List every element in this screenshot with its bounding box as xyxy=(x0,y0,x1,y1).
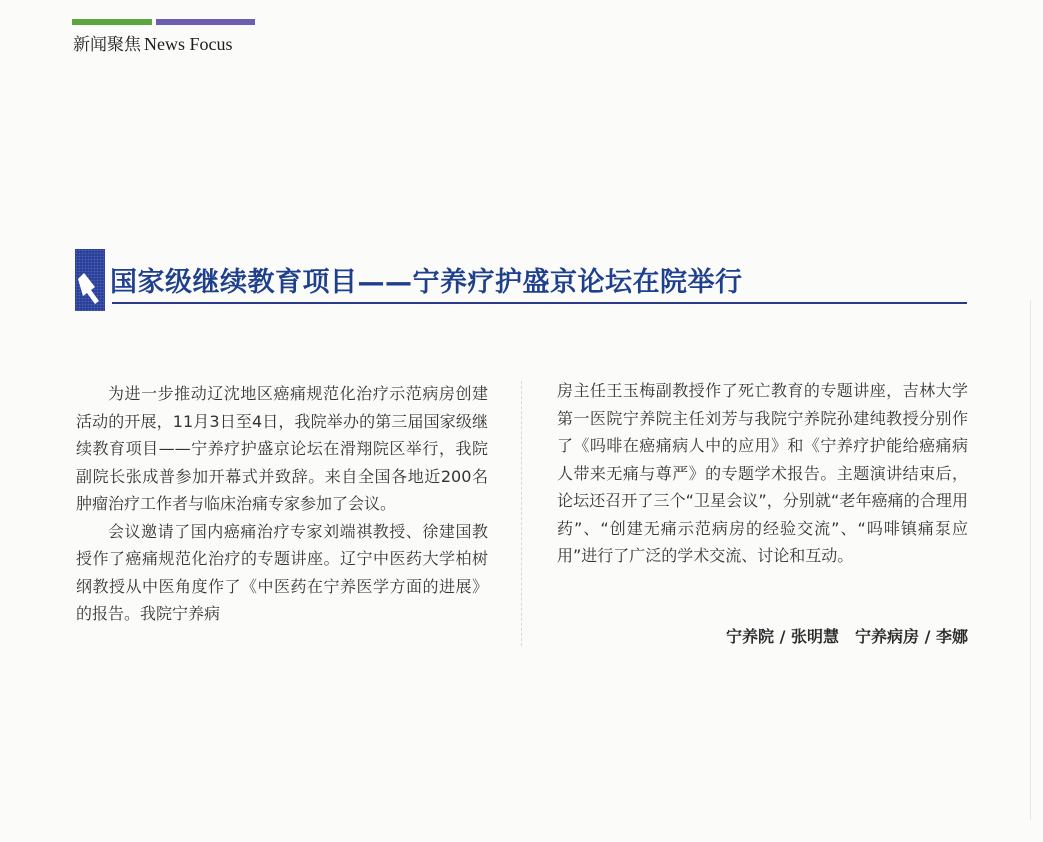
article-byline: 宁养院 / 张明慧 宁养病房 / 李娜 xyxy=(726,627,968,646)
title-underline xyxy=(112,302,967,304)
page-edge-line xyxy=(1030,300,1031,820)
article-column-right xyxy=(557,377,968,570)
body-paragraph: 会议邀请了国内癌痛治疗专家刘端祺教授、徐建国教授作了癌痛规范化治疗的专题讲座。辽宁中医药大学柏树纲教授从中医角度作了《中医药在宁养医学方面的进展》的报告。我院宁养病 xyxy=(76,521,488,623)
body-paragraph: 为进一步推动辽沈地区癌痛规范化治疗示范病房创建活动的开展，11月3日至4日，我院举办的第三届国家级继续教育项目——宁养疗护盛京论坛在滑翔院区举行，我院副院长张成普参加开幕式并致辞。来自全国各地近200名肿瘤治疗工作者与临床治痛专家参加了会议。 xyxy=(76,384,488,513)
section-label-en: News Focus xyxy=(144,34,233,54)
body-paragraph: 房主任王玉梅副教授作了死亡教育的专题讲座，吉林大学第一医院宁养院主任刘芳与我院宁养院孙建纯教授分别作了《吗啡在癌痛病人中的应用》和《宁养疗护能给癌痛病人带来无痛与尊严》的专题学术报告。主题演讲结束后，论坛还召开了三个“卫星会议”，分别就“老年癌痛的合理用药”、“创建无痛示范病房的经验交流”、“吗啡镇痛泵应用”进行了广泛的学术交流、讨论和互动。 xyxy=(557,381,968,565)
header-bar-blue xyxy=(156,19,255,25)
article-title: 国家级继续教育项目——宁养疗护盛京论坛在院举行 xyxy=(110,267,743,298)
article-column-left xyxy=(76,380,488,628)
section-header-bars xyxy=(72,19,255,26)
section-label xyxy=(73,30,233,55)
section-label-cn: 新闻聚焦 xyxy=(73,35,141,55)
column-divider xyxy=(521,381,522,646)
header-bar-green xyxy=(72,19,152,25)
title-marker-icon xyxy=(75,249,105,311)
